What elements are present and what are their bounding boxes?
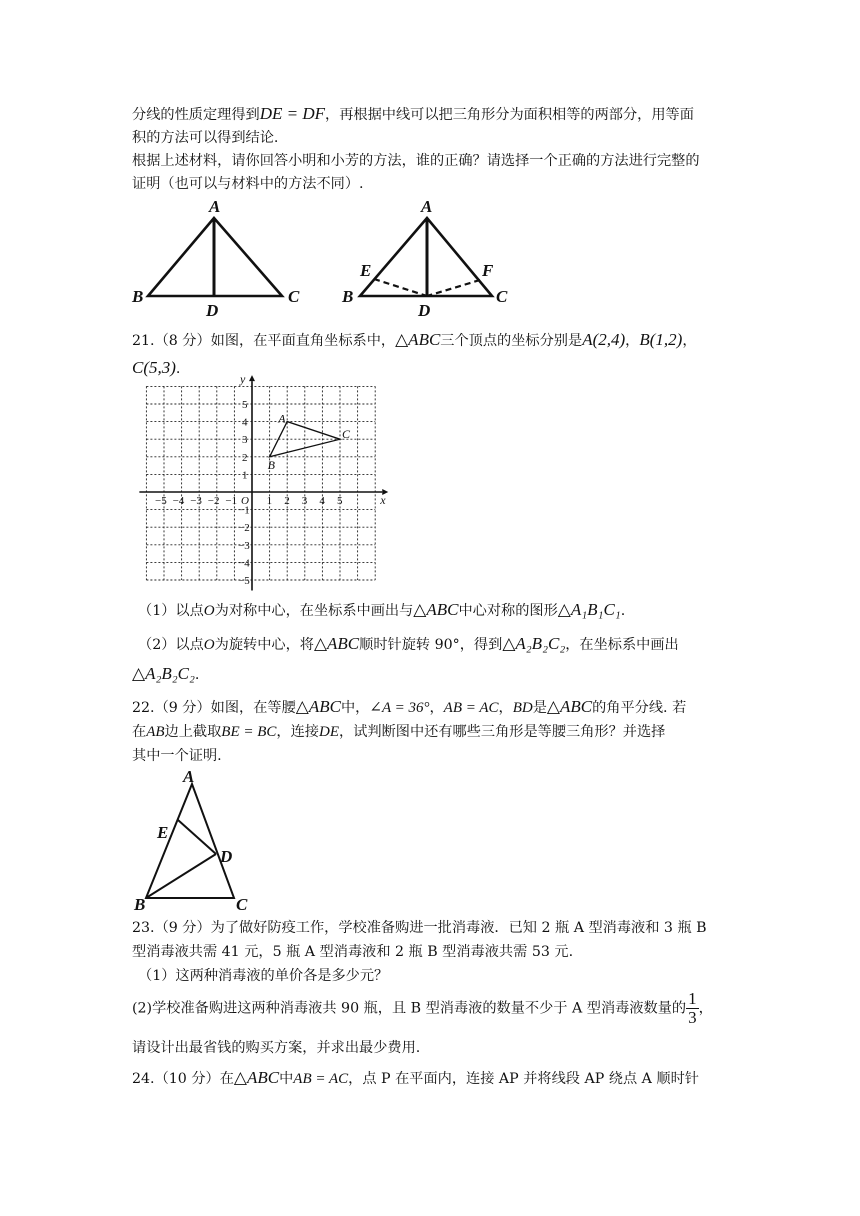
text: 24.（10 分）在 (132, 1071, 234, 1087)
y-axis-label: y (240, 372, 246, 387)
text: . (194, 667, 200, 683)
math-o: O (203, 603, 215, 619)
y-tick-label: −2 (238, 522, 250, 535)
q21-sub-2 (138, 634, 679, 655)
math-ab: AB (146, 724, 165, 740)
y-tick-label: 2 (242, 451, 248, 464)
text: 的角平分线. 若 (592, 700, 687, 716)
math-be-bc: BE = BC (221, 724, 277, 740)
grid-lines (146, 386, 375, 580)
text: ， (625, 333, 640, 349)
q24-line-1 (132, 1068, 699, 1089)
math-triangle: △ABC (395, 330, 441, 349)
q23-sub-2-line-2: 请设计出最省钱的购买方案，并求出最少费用. (132, 1040, 421, 1056)
math-triangle-a2b2c2: △A₂B₂C₂ (502, 634, 566, 653)
text: ， (682, 333, 697, 349)
y-axis-arrow (249, 375, 255, 381)
p20-line-3: 根据上述材料，请你回答小明和小芳的方法，谁的正确？请选择一个正确的方法进行完整的 (132, 153, 700, 169)
fig1-label-b: B (132, 287, 144, 306)
fraction-denominator: 3 (688, 1008, 697, 1027)
x-tick-label: 5 (337, 495, 343, 507)
math-triangle: △ABC (295, 697, 341, 716)
q23-line-1: 23.（9 分）为了做好防疫工作，学校准备购进一批消毒液．已知 2 瓶 A 型消毒液和 3 瓶 B (132, 920, 707, 936)
math-ab-ac: AB = AC (443, 700, 499, 716)
text: 中， (340, 700, 370, 716)
fig1-label-d: D (206, 301, 219, 320)
math-triangle-a2b2c2: △A₂B₂C₂ (132, 664, 195, 683)
origin-label: O (241, 495, 249, 507)
x-tick-label: 1 (266, 495, 273, 507)
q21-sub-2-line-2 (132, 664, 199, 685)
x-tick-label: −3 (190, 495, 202, 507)
text: 三个顶点的坐标分别是 (440, 333, 583, 349)
y-tick-label: 4 (242, 416, 248, 429)
q23-sub-2 (132, 990, 713, 1027)
math-triangle: △ABC (233, 1068, 280, 1087)
fig3-label-d: D (220, 847, 233, 866)
y-tick-label: −5 (238, 575, 250, 587)
fig2-label-e: E (360, 261, 372, 280)
y-tick-label: 3 (242, 434, 248, 447)
figure-triangle-median (128, 196, 308, 320)
math-angle: ∠A = 36° (369, 700, 430, 716)
text: ， (698, 1000, 713, 1017)
y-tick-label: 1 (242, 469, 248, 482)
q22-line-1 (132, 697, 686, 718)
text: ，在坐标系中画出 (565, 637, 679, 653)
y-tick-label: −4 (238, 557, 250, 570)
x-tick-label: 3 (301, 495, 308, 507)
fig2-label-f: F (482, 261, 494, 280)
fig1-label-c: C (288, 287, 300, 306)
fig2-label-a: A (421, 197, 433, 216)
fraction-one-third (686, 990, 699, 1027)
text: 是 (532, 700, 547, 716)
text: 22.（9 分）如图，在等腰 (132, 700, 296, 716)
fraction-numerator: 1 (688, 989, 697, 1008)
math-ab-ac: AB = AC (293, 1071, 349, 1087)
fig1-label-a: A (209, 197, 221, 216)
y-tick-label: 5 (242, 399, 248, 411)
q22-line-3: 其中一个证明. (132, 748, 222, 764)
math-de: DE (319, 724, 339, 740)
fig2-label-b: B (342, 287, 354, 306)
text: （2）以点 (138, 637, 204, 653)
y-tick-label: −3 (238, 539, 250, 552)
fig3-label-e: E (157, 823, 169, 842)
p20-line-4: 证明（也可以与材料中的方法不同）. (132, 176, 364, 192)
fig2-label-c: C (496, 287, 508, 306)
q23-sub-1: （1）这两种消毒液的单价各是多少元？ (138, 968, 389, 984)
q21-sub-1 (138, 600, 625, 621)
text: 在 (132, 724, 147, 740)
math-point-c: C(5,3) (132, 358, 176, 377)
grid-label-b: B (267, 457, 275, 472)
text: ， (498, 700, 513, 716)
x-tick-label: 4 (319, 495, 325, 507)
math-de-df: DE = DF (259, 104, 325, 123)
text: . (620, 603, 626, 619)
fig3-label-b: B (134, 895, 146, 914)
p20-line-1 (132, 104, 694, 125)
q22-line-2 (132, 722, 665, 742)
x-tick-label: −1 (225, 495, 238, 507)
text: 中 (279, 1071, 294, 1087)
text: 边上截取 (164, 724, 222, 740)
math-triangle: △ABC (313, 634, 360, 653)
text: （1）以点 (138, 603, 204, 619)
text: . (175, 361, 181, 377)
coordinate-grid (130, 372, 390, 587)
grid-label-c: C (342, 427, 351, 442)
fig2-label-d: D (418, 301, 431, 320)
math-point-a: A(2,4) (582, 330, 626, 349)
text: 为旋转中心，将 (214, 637, 314, 653)
math-bd: BD (512, 700, 533, 716)
grid-label-a: A (278, 411, 286, 426)
text: 21.（8 分）如图，在平面直角坐标系中， (132, 333, 396, 349)
fig3-label-c: C (236, 895, 248, 914)
text: (2)学校准备购进这两种消毒液共 90 瓶，且 B 型消毒液的数量不少于 A 型消毒液数量的 (132, 1000, 687, 1017)
text: ，再根据中线可以把三角形分为面积相等的两部分，用等面 (325, 107, 694, 123)
axes (139, 375, 388, 590)
math-point-b: B(1,2) (639, 330, 683, 349)
q23-line-2: 型消毒液共需 41 元，5 瓶 A 型消毒液和 2 瓶 B 型消毒液共需 53 元. (132, 944, 574, 960)
text: 分线的性质定理得到 (132, 107, 260, 123)
q21-line-2 (132, 358, 180, 379)
text: 为对称中心，在坐标系中画出与 (214, 603, 414, 619)
x-tick-label: 2 (284, 495, 290, 507)
text: ，连接 (276, 724, 319, 740)
x-axis-label: x (380, 493, 386, 507)
figure-isosceles-triangle (130, 767, 270, 914)
text: 顺时针旋转 90°，得到 (359, 637, 503, 653)
text: ，点 P 在平面内，连接 AP 并将线段 AP 绕点 A 顺时针 (348, 1071, 699, 1087)
figure-triangle-perpendiculars (340, 196, 530, 320)
q21-line-1 (132, 330, 697, 351)
fig3-label-a: A (183, 767, 195, 786)
x-tick-label: −2 (207, 495, 220, 507)
math-o: O (203, 637, 215, 653)
math-triangle: △ABC (546, 697, 593, 716)
y-tick-label: −1 (238, 504, 250, 517)
x-tick-label: −5 (155, 495, 167, 507)
x-tick-label: −4 (172, 495, 185, 507)
text: ，试判断图中还有哪些三角形是等腰三角形？并选择 (339, 724, 666, 740)
math-triangle: △ABC (413, 600, 459, 619)
text: ， (429, 700, 444, 716)
text: 中心对称的图形 (458, 603, 558, 619)
math-triangle-a1b1c1: △A₁B₁C₁ (557, 600, 621, 619)
p20-line-2: 积的方法可以得到结论. (132, 130, 279, 146)
